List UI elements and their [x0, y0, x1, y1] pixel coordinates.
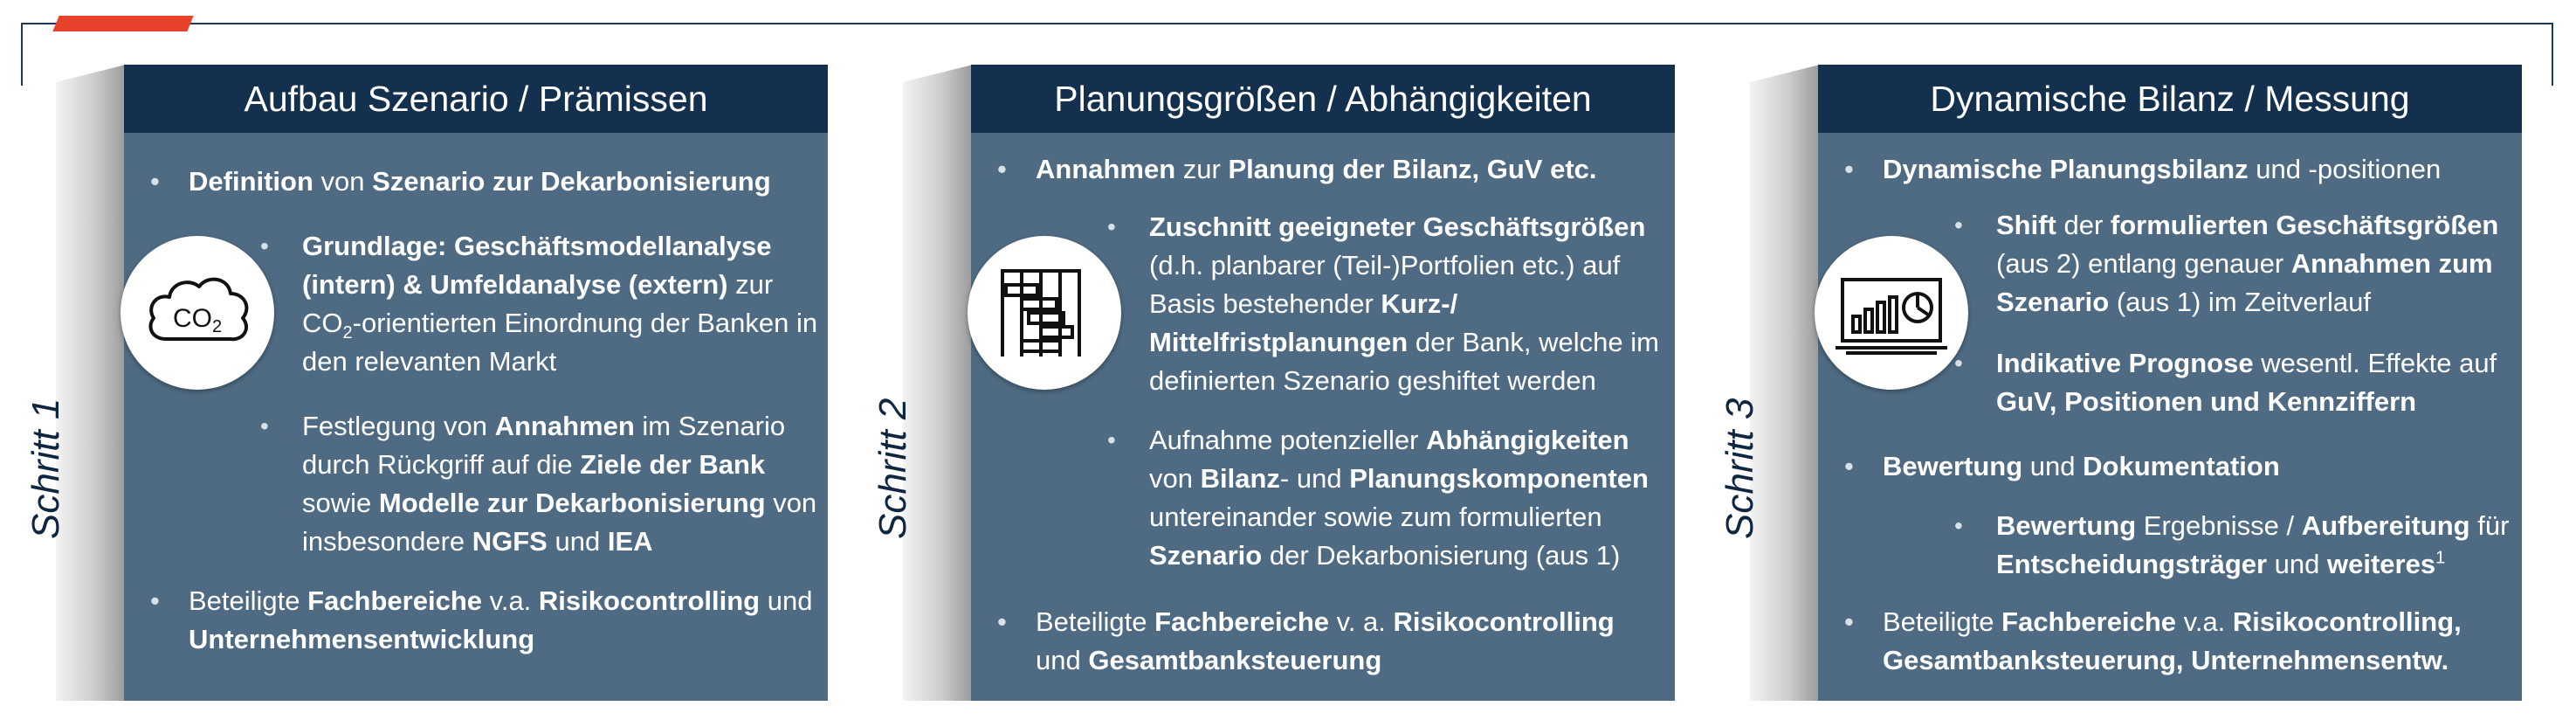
- step-1-card: [24, 65, 877, 701]
- gantt-plan-icon: [968, 236, 1121, 390]
- s1-bullet-festlegung: • Festlegung von Annahmen im Szenario durch Rückgriff auf die Ziele der Bank sowie Modelle zur Dekarbonisierung von insbesondere NGFS und IEA: [260, 407, 819, 561]
- s1-bullet-grundlage: • Grundlage: Geschäftsmodellanalyse (intern) & Umfeldanalyse (extern) zur $CO_2$-orientierten Einordnung der Banken in den relevanten Markt: [260, 227, 819, 381]
- step-3-title: Dynamische Bilanz / Messung: [1818, 65, 2522, 133]
- step-2-label: Schritt 2: [871, 398, 914, 539]
- s1-bullet-definition: • Definition von Szenario zur Dekarbonisierung: [150, 163, 814, 201]
- step-2-card: [871, 65, 1724, 701]
- s2-bullet-annahmen: • Annahmen zur Planung der Bilanz, GuV etc.: [997, 150, 1661, 189]
- s3-bullet-ergebnisse: • Bewertung Ergebnisse / Aufbereitung für Entscheidungsträger und weiteres$^1$: [1954, 507, 2513, 584]
- s2-bullet-fachbereiche: • Beteiligte Fachbereiche v. a. Risikocontrolling und Gesamtbanksteuerung: [997, 603, 1661, 680]
- step-1-title: Aufbau Szenario / Prämissen: [124, 65, 828, 133]
- s3-bullet-planungsbilanz: • Dynamische Planungsbilanz und -positionen: [1844, 150, 2508, 189]
- s3-bullet-bewertung: • Bewertung und Dokumentation: [1844, 447, 2508, 486]
- step-3-label: Schritt 3: [1718, 398, 1761, 539]
- s2-bullet-zuschnitt: • Zuschnitt geeigneter Geschäftsgrößen (d.h. planbarer (Teil-)Portfolien etc.) auf Basis bestehender Kurz-/ Mittelfristplanungen der Bank, welche im definierten Szenario geshiftet werden: [1107, 208, 1666, 400]
- step-3-card: [1718, 65, 2571, 701]
- svg-text:CO2: $CO_2$: [172, 304, 223, 336]
- s3-bullet-shift: • Shift der formulierten Geschäftsgrößen (aus 2) entlang genauer Annahmen zum Szenario (aus 1) im Zeitverlauf: [1954, 206, 2513, 322]
- s3-bullet-prognose: • Indikative Prognose wesentl. Effekte auf GuV, Positionen und Kennziffern: [1954, 344, 2513, 421]
- step-1-label: Schritt 1: [24, 398, 67, 539]
- accent-bar: [52, 16, 193, 31]
- co2-cloud-icon: [121, 236, 274, 390]
- step-2-title: Planungsgrößen / Abhängigkeiten: [971, 65, 1675, 133]
- s1-bullet-fachbereiche: • Beteiligte Fachbereiche v.a. Risikocontrolling und Unternehmensentwicklung: [150, 582, 814, 659]
- dashboard-monitor-icon: [1815, 236, 1968, 390]
- s3-bullet-fachbereiche: • Beteiligte Fachbereiche v.a. Risikocontrolling, Gesamtbanksteuerung, Unternehmensentw.: [1844, 603, 2508, 680]
- s2-bullet-abhaengigkeiten: • Aufnahme potenzieller Abhängigkeiten von Bilanz- und Planungskomponenten untereinander sowie zum formulierten Szenario der Dekarbonisierung (aus 1): [1107, 421, 1666, 575]
